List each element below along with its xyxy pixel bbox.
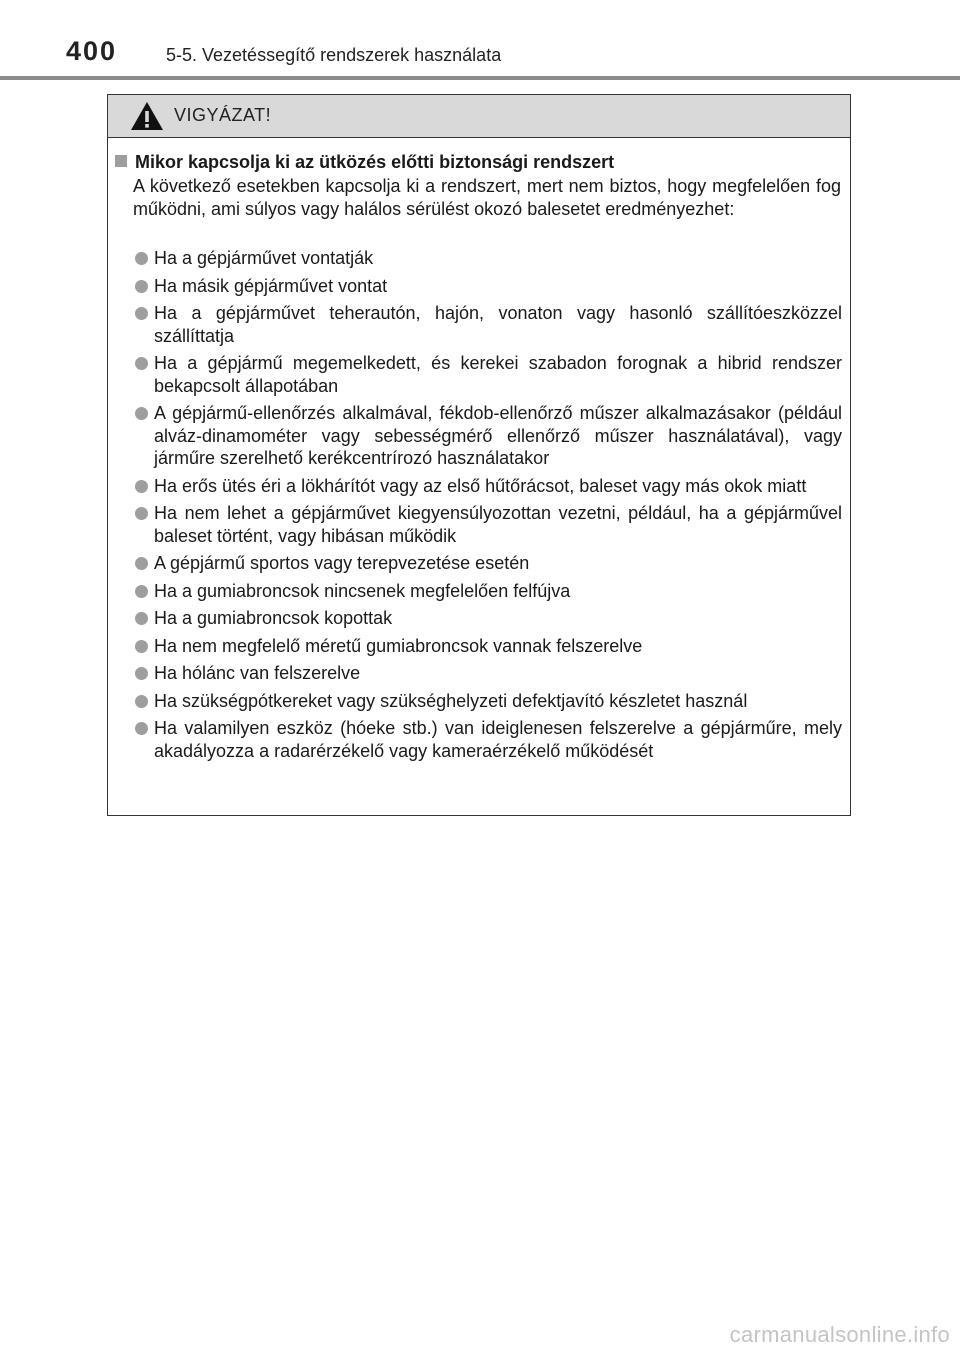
list-item: Ha hólánc van felszerelve — [108, 662, 852, 685]
list-item: Ha erős ütés éri a lökhárítót vagy az első hűtőrácsot, baleset vagy más okok miatt — [108, 475, 852, 498]
bullet-dot-icon — [135, 695, 148, 708]
caution-list — [108, 247, 852, 767]
bullet-dot-icon — [135, 357, 148, 370]
bullet-dot-icon — [135, 280, 148, 293]
list-item: Ha a gumiabroncsok nincsenek megfelelően felfújva — [108, 580, 852, 603]
list-item: Ha valamilyen eszköz (hóeke stb.) van ideiglenesen felszerelve a gépjárműre, mely akadályozza a radarérzékelő vagy kameraérzékelő működését — [108, 717, 852, 762]
bullet-dot-icon — [135, 667, 148, 680]
list-item: Ha a gépjárművet teherautón, hajón, vonaton vagy hasonló szállítóeszközzel szállíttatja — [108, 302, 852, 347]
list-item: Ha a gumiabroncsok kopottak — [108, 607, 852, 630]
bullet-dot-icon — [135, 557, 148, 570]
square-bullet-icon — [115, 155, 127, 167]
list-item: Ha nem megfelelő méretű gumiabroncsok vannak felszerelve — [108, 635, 852, 658]
list-item: Ha a gépjárművet vontatják — [108, 247, 852, 270]
bullet-dot-icon — [135, 407, 148, 420]
caution-subheading — [115, 151, 614, 173]
bullet-dot-icon — [135, 507, 148, 520]
bullet-dot-icon — [135, 722, 148, 735]
section-title: 5-5. Vezetéssegítő rendszerek használata — [166, 45, 502, 65]
bullet-dot-icon — [135, 480, 148, 493]
list-item: Ha másik gépjárművet vontat — [108, 275, 852, 298]
list-item: Ha szükségpótkereket vagy szükséghelyzeti defektjavító készletet használ — [108, 690, 852, 713]
list-item: A gépjármű sportos vagy terepvezetése esetén — [108, 552, 852, 575]
bullet-dot-icon — [135, 640, 148, 653]
caution-header — [108, 95, 850, 138]
watermark: carmanualsonline.info — [729, 1322, 950, 1347]
caution-box — [107, 94, 851, 816]
page-number: 400 — [66, 36, 118, 66]
list-item: A gépjármű-ellenőrzés alkalmával, fékdob-ellenőrző műszer alkalmazásakor (például alváz-dinamométer vagy sebességmérő ellenőrző műszer használatával), vagy járműre szerelhető kerékcentrírozó használatakor — [108, 402, 852, 470]
caution-subheading-text: Mikor kapcsolja ki az ütközés előtti biztonsági rendszert — [135, 152, 615, 172]
caution-intro: A következő esetekben kapcsolja ki a rendszert, mert nem biztos, hogy megfelelően fog működni, ami súlyos vagy halálos sérülést okozó balesetet eredményezhet: — [133, 176, 841, 219]
bullet-dot-icon — [135, 307, 148, 320]
bullet-dot-icon — [135, 612, 148, 625]
page-header — [0, 0, 960, 80]
bullet-dot-icon — [135, 252, 148, 265]
warning-triangle-icon — [130, 101, 164, 131]
bullet-dot-icon — [135, 585, 148, 598]
list-item: Ha a gépjármű megemelkedett, és kerekei szabadon forognak a hibrid rendszer bekapcsolt állapotában — [108, 352, 852, 397]
caution-title: VIGYÁZAT! — [174, 105, 272, 125]
header-divider — [0, 76, 960, 80]
list-item: Ha nem lehet a gépjárművet kiegyensúlyozottan vezetni, például, ha a gépjárművel baleset történt, vagy hibásan működik — [108, 502, 852, 547]
